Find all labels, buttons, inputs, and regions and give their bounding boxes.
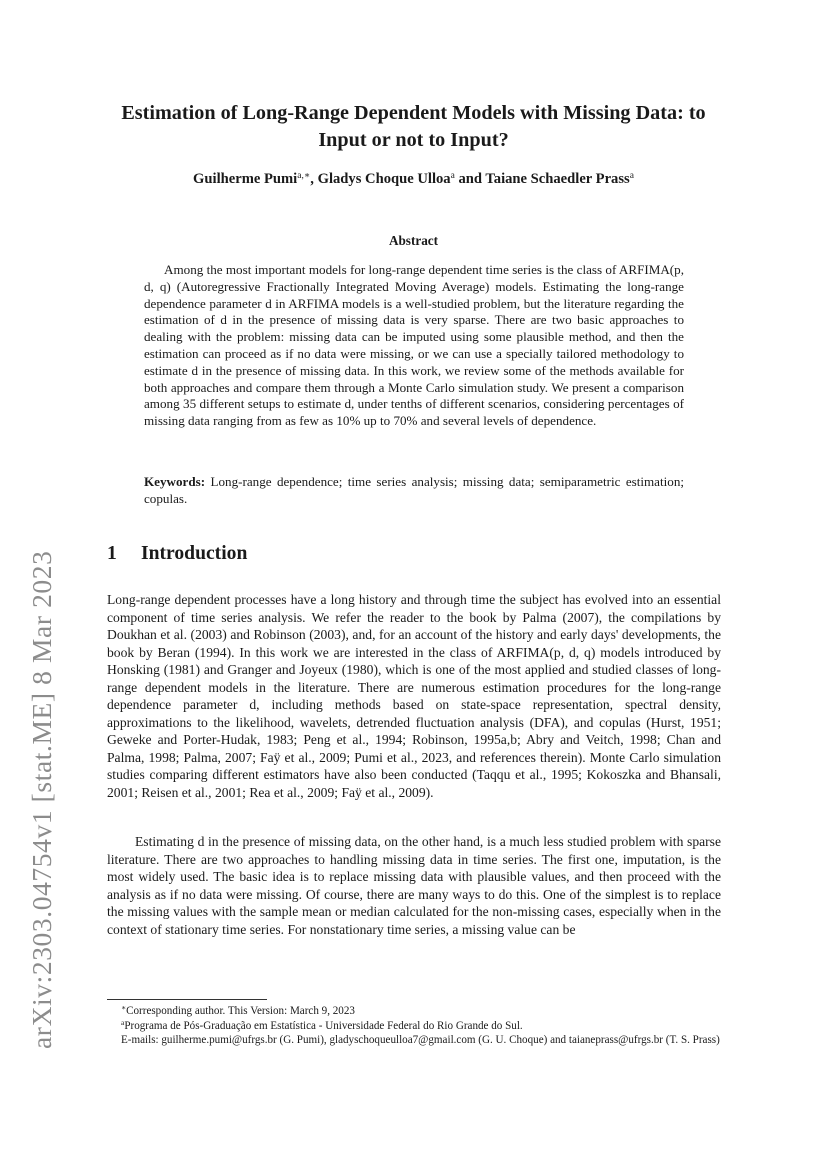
- author-affiliation-mark: a: [450, 171, 455, 181]
- body-paragraph: Long-range dependent processes have a long history and through time the subject has evolved into an essential component of time series analysis. We refer the reader to the book by Palma (2007), the compilations by Doukhan et al. (2003) and Robinson (2003), and, for an account of the history and early days' developments, the book by Beran (1994). In this work we are interested in the class of ARFIMA(p, d, q) models introduced by Honsking (1981) and Granger and Joyeux (1980), which is one of the most applied and studied classes of long-range dependent models in the literature. There are numerous estimation procedures for the long-range dependence parameter d, including methods based on state-space representation, spectral density, approximations to the likelihood, wavelets, detrended fluctuation analysis (DFA), and copulas (Hurst, 1951; Geweke and Porter-Hudak, 1983; Peng et al., 1994; Robinson, 1995a,b; Abry and Veitch, 1998; Chan and Palma, 1998; Palma, 2007; Faÿ et al., 2009; Pumi et al., 2023, and references therein). Monte Carlo simulation studies comparing different estimators have also been conducted (Taqqu et al., 1995; Kokoszka and Bhansali, 2001; Reisen et al., 2001; Rea et al., 2009; Faÿ et al., 2009).: [107, 592, 721, 800]
- footnote-rule: [107, 999, 267, 1000]
- body-paragraph: Estimating d in the presence of missing data, on the other hand, is a much less studied problem with sparse literature. There are two approaches to handling missing data in time series. The first one, imputation, is the most widely used. The basic idea is to replace missing data with plausible values, and then proceed with the analysis as if no data were missing. Of course, there are many ways to do this. One of the simplest is to replace the missing values with the sample mean or median calculated for the non-missing cases, especially when in the context of stationary time series. For nonstationary time series, a missing value can be: [107, 834, 721, 937]
- author-list: Guilherme Pumi$^{a,∗}$, Gladys Choque Ulloa$^a$ and Taiane Schaedler Prass$^a$: [193, 171, 634, 187]
- footnote-emails: E-mails: guilherme.pumi@ufrgs.br (G. Pumi), gladyschoqueulloa7@gmail.com (G. U. Choque) and taianeprass@ufrgs.br (T. S. Prass): [121, 1034, 720, 1047]
- keywords-label: Keywords:: [144, 474, 206, 489]
- footnotes: [107, 1004, 721, 1048]
- keywords-text: Long-range dependence; time series analysis; missing data; semiparametric estimation; copulas.: [144, 474, 685, 506]
- author-name: Guilherme Pumi: [193, 171, 298, 187]
- author-affiliation-mark: a,∗: [297, 171, 311, 181]
- footnote: $^a$Programa de Pós-Graduação em Estatística - Universidade Federal do Rio Grande do Sul.: [121, 1017, 523, 1032]
- footnote-mark: ∗: [121, 1003, 127, 1012]
- footnote: ∗Corresponding author. This Version: March 9, 2023: [121, 1003, 355, 1017]
- keywords: [144, 474, 684, 508]
- abstract-text: Among the most important models for long-range dependent time series is the class of ARFIMA(p, d, q) (Autoregressive Fractionally Integrated Moving Average) models. Estimating the long-range dependence parameter d in ARFIMA models is a well-studied problem, but the literature regarding the estimation of d in the presence of missing data is very sparse. There are two basic approaches to dealing with the problem: missing data can be imputed using some plausible method, and then the estimation can proceed as if no data were missing, or we can use a specially tailored methodology to estimate d in the presence of missing data. In this work, we review some of the methods available for both approaches and compare them through a Monte Carlo simulation study. We present a comparison among 35 different setups to estimate d, under tenths of different scenarios, considering percentages of missing data ranging from as few as 10% up to 70% and several levels of dependence.: [144, 262, 684, 429]
- section-title: Introduction: [141, 543, 248, 564]
- arxiv-identifier-stamp: arXiv:2303.04754v1 [stat.ME] 8 Mar 2023: [26, 550, 57, 1049]
- paper-title: Estimation of Long-Range Dependent Models with Missing Data: to Input or not to Input?: [121, 102, 706, 151]
- author-affiliation-mark: a: [629, 171, 634, 181]
- author-name: Taiane Schaedler Prass: [485, 171, 630, 187]
- abstract-heading: Abstract: [388, 233, 439, 248]
- section-number: 1: [107, 543, 117, 564]
- section-heading: [107, 541, 247, 567]
- footnote: [107, 1033, 721, 1048]
- footnote-mark: a: [121, 1017, 125, 1027]
- author-name: Gladys Choque Ulloa: [317, 171, 451, 187]
